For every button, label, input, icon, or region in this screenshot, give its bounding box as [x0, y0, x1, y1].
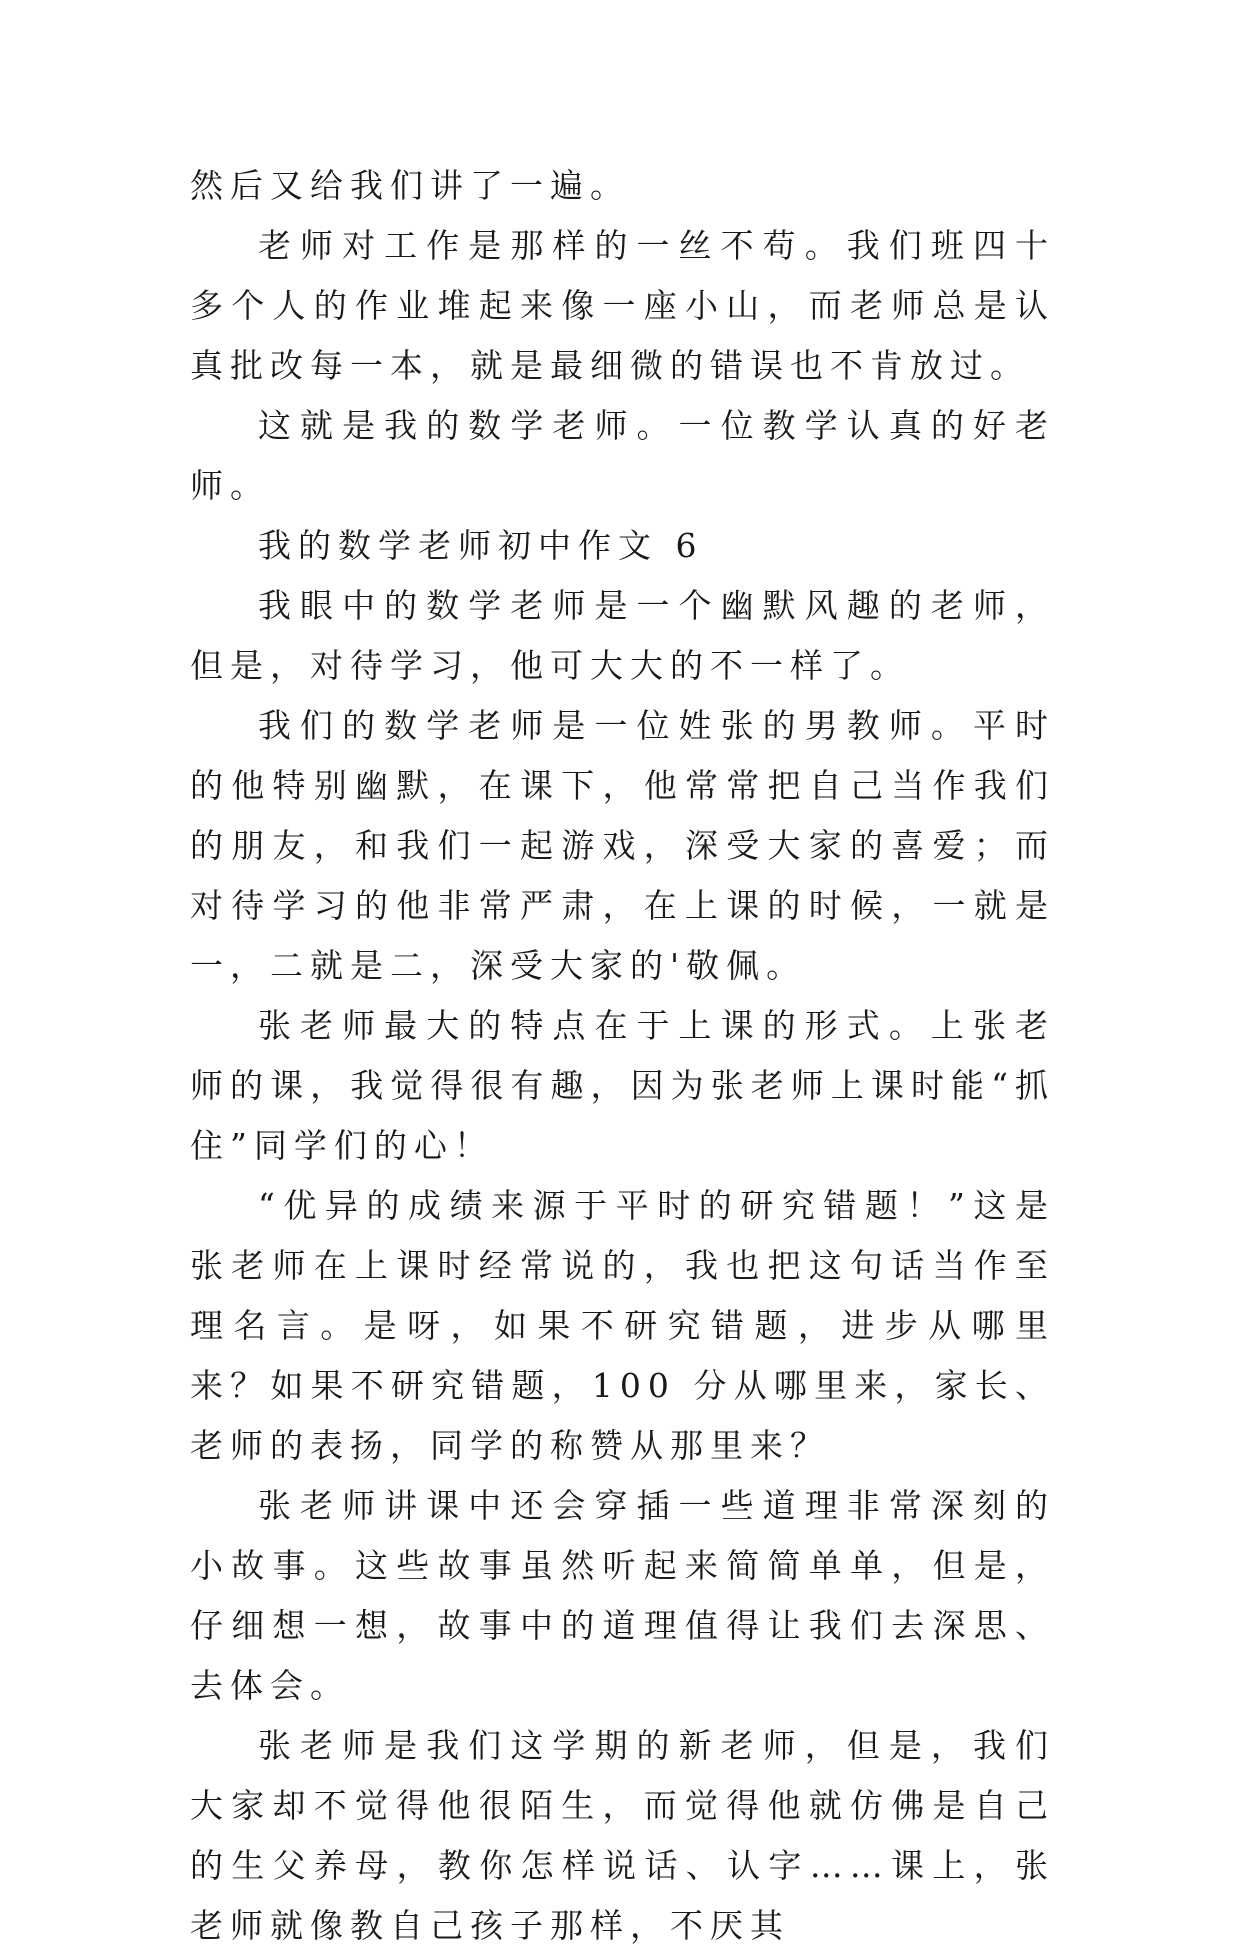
paragraph: 老师对工作是那样的一丝不苟。我们班四十多个人的作业堆起来像一座小山，而老师总是认真批改每一本，就是最细微的错误也不肯放过。 — [190, 226, 1055, 385]
essay-title: 我的数学老师初中作文 6 — [258, 526, 704, 565]
paragraph: 张老师最大的特点在于上课的形式。上张老师的课，我觉得很有趣，因为张老师上课时能“抓住”同学们的心！ — [190, 1006, 1055, 1165]
paragraph: 我们的数学老师是一位姓张的男教师。平时的他特别幽默，在课下，他常常把自己当作我们的朋友，和我们一起游戏，深受大家的喜爱；而对待学习的他非常严肃，在上课的时候，一就是一，二就是二，深受大家的'敬佩。 — [190, 706, 1055, 985]
paragraph: 这就是我的数学老师。一位教学认真的好老师。 — [190, 406, 1055, 505]
paragraph: 张老师讲课中还会穿插一些道理非常深刻的小故事。这些故事虽然听起来简简单单，但是，仔细想一想，故事中的道理值得让我们去深思、去体会。 — [190, 1486, 1055, 1705]
essay-body — [190, 156, 1055, 1956]
paragraph-continuation: 然后又给我们讲了一遍。 — [190, 166, 630, 205]
paragraph: “优异的成绩来源于平时的研究错题！”这是张老师在上课时经常说的，我也把这句话当作至理名言。是呀，如果不研究错题，进步从哪里来？如果不研究错题，100 分从哪里来，家长、老师的表扬，同学的称赞从那里来？ — [190, 1186, 1055, 1465]
paragraph: 我眼中的数学老师是一个幽默风趣的老师，但是，对待学习，他可大大的不一样了。 — [190, 586, 1055, 685]
paragraph: 张老师是我们这学期的新老师，但是，我们大家却不觉得他很陌生，而觉得他就仿佛是自己的生父养母，教你怎样说话、认字……课上，张老师就像教自己孩子那样，不厌其 — [190, 1726, 1055, 1945]
